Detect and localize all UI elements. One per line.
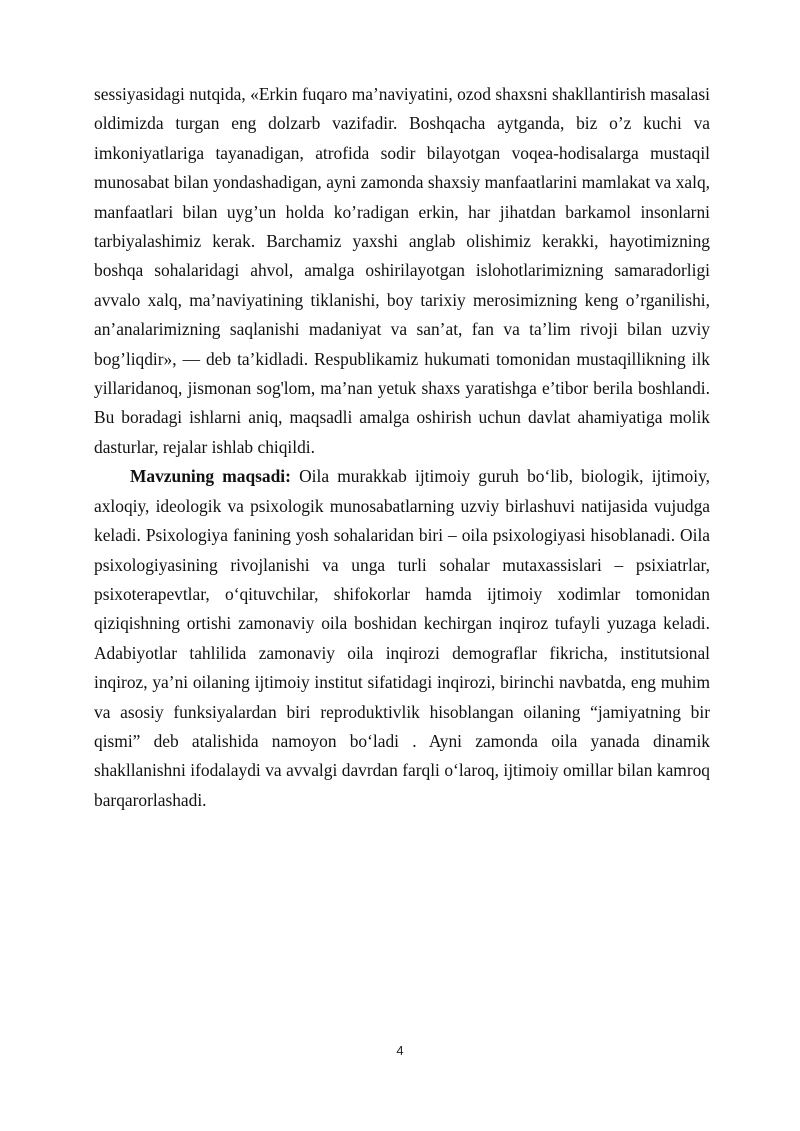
- paragraph-speech-quote: [94, 80, 710, 462]
- section-heading-inline: Mavzuning maqsadi:: [130, 466, 291, 487]
- paragraph-topic-goal: [94, 462, 710, 815]
- page-number: 4: [396, 1043, 404, 1058]
- paragraph-1-text: sessiyasidagi nutqida, «Erkin fuqaro ma’naviyatini, ozod shaxsni shakllantirish masalasi oldimizda turgan eng dolzarb vazifadir. Boshqacha aytganda, biz o’z kuchi va imkoniyatlariga tayanadigan, atrofida sodir bilayotgan voqea-hodisalarga mustaqil munosabat bilan yondashadigan, ayni zamonda shaxsiy manfaatlarini mamlakat va xalq, manfaatlari bilan uyg’un holda ko’radigan erkin, har jihatdan barkamol insonlarni tarbiyalashimiz kerak. Barchamiz yaxshi anglab olishimiz kerakki, hayotimizning boshqa sohalaridagi ahvol, amalga oshirilayotgan islohotlarimizning samaradorligi avvalo xalq, ma’naviyatining tiklanishi, boy tarixiy merosimizning keng o’rganilishi, an’analarimizning saqlanishi madaniyat va san’at, fan va ta’lim rivoji bilan uzviy bog’liqdir», — deb ta’kidladi. Respublikamiz hukumati tomonidan mustaqillikning ilk yillaridanoq, jismonan sog'lom, ma’nan yetuk shaxs yaratishga e’tibor berila boshlandi. Bu boradagi ishlarni aniq, maqsadli amalga oshirish uchun davlat ahamiyatiga molik dasturlar, rejalar ishlab chiqildi.: [94, 84, 710, 457]
- paragraph-2-text: Oila murakkab ijtimoiy guruh bo‘lib, biologik, ijtimoiy, axloqiy, ideologik va psixologik munosabatlarning uzviy birlashuvi natijasida vujudga keladi. Psixologiya fanining yosh sohalaridan biri – oila psixologiyasi hisoblanadi. Oila psixologiyasining rivojlanishi va unga turli sohalar mutaxassislari – psixiatrlar, psixoterapevtlar, o‘qituvchilar, shifokorlar hamda ijtimoiy xodimlar tomonidan qiziqishning ortishi zamonaviy oila boshidan kechirgan inqiroz tufayli yuzaga keladi. Adabiyotlar tahlilida zamonaviy oila inqirozi demograflar fikricha, institutsional inqiroz, ya’ni oilaning ijtimoiy institut sifatidagi inqirozi, birinchi navbatda, eng muhim va asosiy funksiyalardan biri reproduktivlik hisoblangan oilaning “jamiyatning bir qismi” deb atalishida namoyon bo‘ladi . Ayni zamonda oila yanada dinamik shakllanishni ifodalaydi va avvalgi davrdan farqli o‘laroq, ijtimoiy omillar bilan kamroq barqarorlashadi.: [94, 466, 710, 810]
- body-text: [94, 80, 710, 815]
